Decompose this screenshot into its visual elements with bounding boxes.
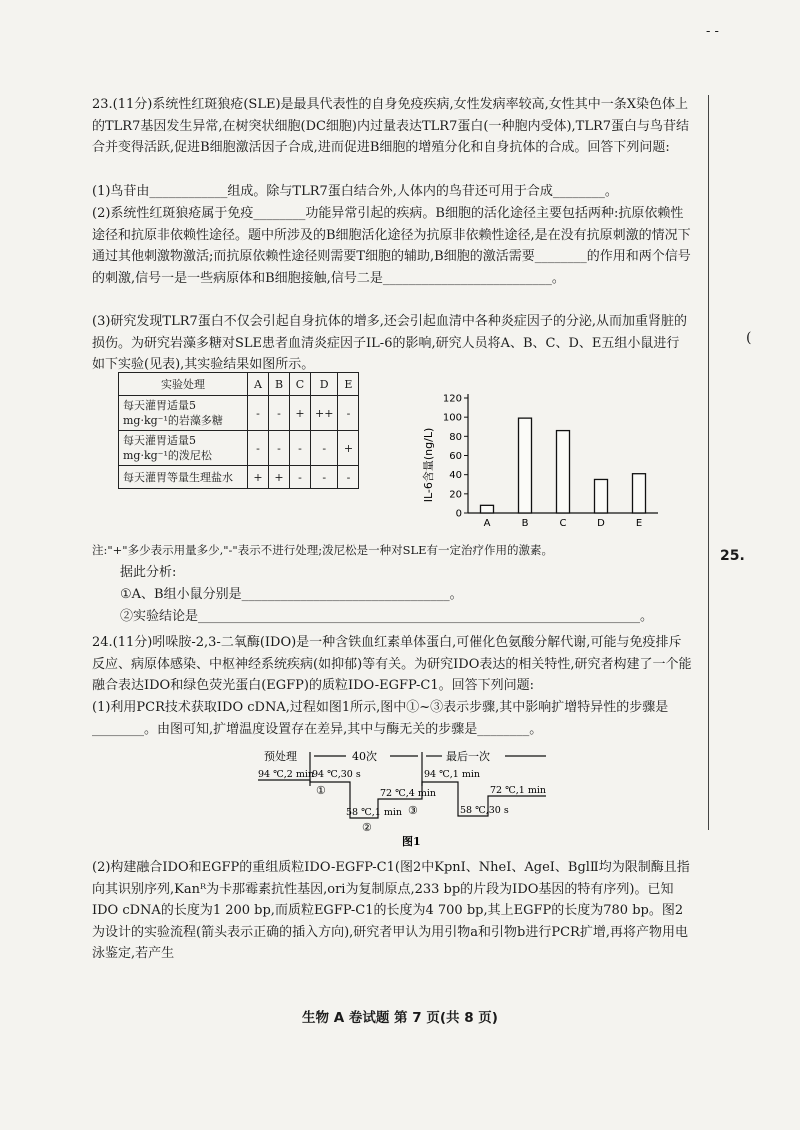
table-cell: -	[338, 396, 359, 431]
table-row	[119, 431, 359, 466]
q23-note: 注:"+"多少表示用量多少,"-"表示不进行处理;泼尼松是一种对SLE有一定治疗作用的激素。	[92, 543, 553, 557]
table-cell: -	[269, 431, 290, 466]
chart-category-label: A	[483, 518, 491, 529]
il6-bar-chart	[418, 385, 668, 535]
q24-intro: 24.(11分)吲哚胺-2,3-二氧酶(IDO)是一种含铁血红素单体蛋白,可催化色氨酸分解代谢,可能与免疫排斥反应、病原体感染、中枢神经系统疾病(如抑郁)等有关。为研究IDO表达的相关特性,研究者构建了一个能融合表达IDO和绿色荧光蛋白(EGFP)的质粒IDO-EGFP-C1。回答下列问题:	[92, 635, 692, 693]
fig-temp-5: 94 ℃,1 min	[424, 769, 480, 780]
q24-sub1: (1)利用PCR技术获取IDO cDNA,过程如图1所示,图中①~③表示步骤,其中影响扩增特异性的步骤是________。由图可知,扩增温度设置存在差异,其中与酶无关的步骤是________。	[92, 700, 669, 737]
q23-analysis: 据此分析:	[120, 565, 177, 580]
table-cell: -	[290, 466, 311, 489]
table-cell: 每天灌胃适量5 mg·kg⁻¹的岩藻多糖	[119, 396, 248, 431]
fig-temp-2: 94 ℃,30 s	[312, 769, 361, 780]
chart-category-label: C	[559, 518, 567, 529]
chart-bar	[519, 418, 532, 513]
table-header-cell: A	[248, 373, 269, 396]
table-header-cell: D	[311, 373, 338, 396]
table-cell: -	[269, 396, 290, 431]
chart-y-tick-label: 0	[455, 508, 462, 520]
table-cell: -	[290, 431, 311, 466]
table-cell: +	[290, 396, 311, 431]
fig-temp-7: 72 ℃,1 min	[490, 785, 546, 796]
table-header-cell: C	[290, 373, 311, 396]
q23-sub3: (3)研究发现TLR7蛋白不仅会引起自身抗体的增多,还会引起血清中各种炎症因子的分泌,从而加重肾脏的损伤。为研究岩藻多糖对SLE患者血清炎症因子IL-6的影响,研究人员将A、B、C、D、E五组小鼠进行如下实验(见表),其实验结果如图所示。	[92, 314, 688, 372]
chart-bar	[633, 474, 646, 513]
chart-category-label: E	[635, 518, 643, 529]
experiment-table	[118, 372, 359, 489]
corner-mark: - -	[706, 24, 719, 39]
chart-y-tick-label: 60	[449, 451, 462, 462]
table-header-cell: 实验处理	[119, 373, 248, 396]
chart-category-label: B	[521, 518, 529, 529]
margin-rule	[708, 95, 709, 830]
q23-sub2: (2)系统性红斑狼疮属于免疫________功能异常引起的疾病。B细胞的活化途径主要包括两种:抗原依赖性途径和抗原非依赖性途径。题中所涉及的B细胞活化途径为抗原非依赖性途径,是在没有抗原刺激的情况下通过其他刺激物激活;而抗原依赖性途径则需要T细胞的辅助,B细胞的激活需要________的作用和两个信号的刺激,信号一是一些病原体和B细胞接触,信号二是__________________________。	[92, 206, 691, 286]
table-cell: +	[338, 431, 359, 466]
table-header-cell: B	[269, 373, 290, 396]
chart-category-label: D	[597, 518, 605, 529]
chart-y-tick-label: 40	[449, 470, 462, 482]
table-cell: -	[311, 431, 338, 466]
chart-y-tick-label: 100	[442, 412, 462, 424]
chart-y-tick-label: 80	[449, 431, 462, 443]
table-header-row	[119, 373, 359, 396]
side-paren: (	[746, 330, 752, 346]
pcr-program-figure	[250, 742, 570, 847]
fig-temp-1: 94 ℃,2 min	[258, 769, 314, 780]
table-row	[119, 396, 359, 431]
fig-temp-6: 58 ℃,30 s	[460, 805, 509, 816]
q23-intro: 23.(11分)系统性红斑狼疮(SLE)是最具代表性的自身免疫疾病,女性发病率较高,女性其中一条X染色体上的TLR7基因发生异常,在树突状细胞(DC细胞)内过量表达TLR7蛋白(一种胞内受体),TLR7蛋白与鸟苷结合并变得活跃,促进B细胞激活因子合成,进而促进B细胞的增殖分化和自身抗体的合成。回答下列问题:	[92, 97, 690, 155]
page-footer: 生物 A 卷试题 第 7 页(共 8 页)	[302, 1010, 498, 1026]
table-cell: +	[269, 466, 290, 489]
fig-temp-4: 72 ℃,4 min	[380, 788, 436, 799]
fig-step-1: ①	[316, 784, 326, 797]
table-cell: 每天灌胃适量5 mg·kg⁻¹的泼尼松	[119, 431, 248, 466]
side-question-25: 25.	[720, 548, 745, 564]
chart-bar	[595, 479, 608, 513]
chart-bar	[557, 431, 570, 513]
chart-y-tick-label: 20	[449, 489, 462, 501]
fig-caption: 图1	[402, 835, 421, 847]
table-cell: ++	[311, 396, 338, 431]
table-cell: 每天灌胃等量生理盐水	[119, 466, 248, 489]
table-cell: -	[248, 396, 269, 431]
table-header-cell: E	[338, 373, 359, 396]
fig-label-cycles: 40次	[352, 750, 377, 763]
fig-temp-3: 58 ℃,1 min	[346, 807, 402, 818]
table-row	[119, 466, 359, 489]
table-cell: -	[338, 466, 359, 489]
table-cell: -	[311, 466, 338, 489]
table-cell: -	[248, 431, 269, 466]
table-cell: +	[248, 466, 269, 489]
chart-bar	[481, 505, 494, 513]
fig-label-last: 最后一次	[446, 750, 490, 763]
q23-answer-1: ①A、B组小鼠分别是________________________________。	[120, 587, 463, 602]
q23-sub1: (1)鸟苷由____________组成。除与TLR7蛋白结合外,人体内的鸟苷还可用于合成________。	[92, 184, 618, 199]
fig-step-3: ③	[408, 804, 418, 817]
q24-sub2: (2)构建融合IDO和EGFP的重组质粒IDO-EGFP-C1(图2中KpnⅠ、NheⅠ、AgeⅠ、BglⅡ均为限制酶且指向其识别序列,Kanᴿ为卡那霉素抗性基因,ori为复制原点,233 bp的片段为IDO基因的特有序列)。已知IDO cDNA的长度为1 200 bp,而质粒EGFP-C1的长度为4 700 bp,其上EGFP的长度为780 bp。图2为设计的实验流程(箭头表示正确的插入方向),研究者甲认为用引物a和引物b进行PCR扩增,再将产物用电泳鉴定,若产生	[92, 860, 690, 961]
fig-step-2: ②	[362, 821, 372, 834]
q23-answer-2: ②实验结论是____________________________________________________________________。	[120, 609, 654, 624]
fig-label-pre: 预处理	[264, 750, 297, 763]
chart-y-tick-label: 120	[442, 393, 462, 405]
chart-y-axis-label: IL-6含量(ng/L)	[422, 427, 435, 503]
